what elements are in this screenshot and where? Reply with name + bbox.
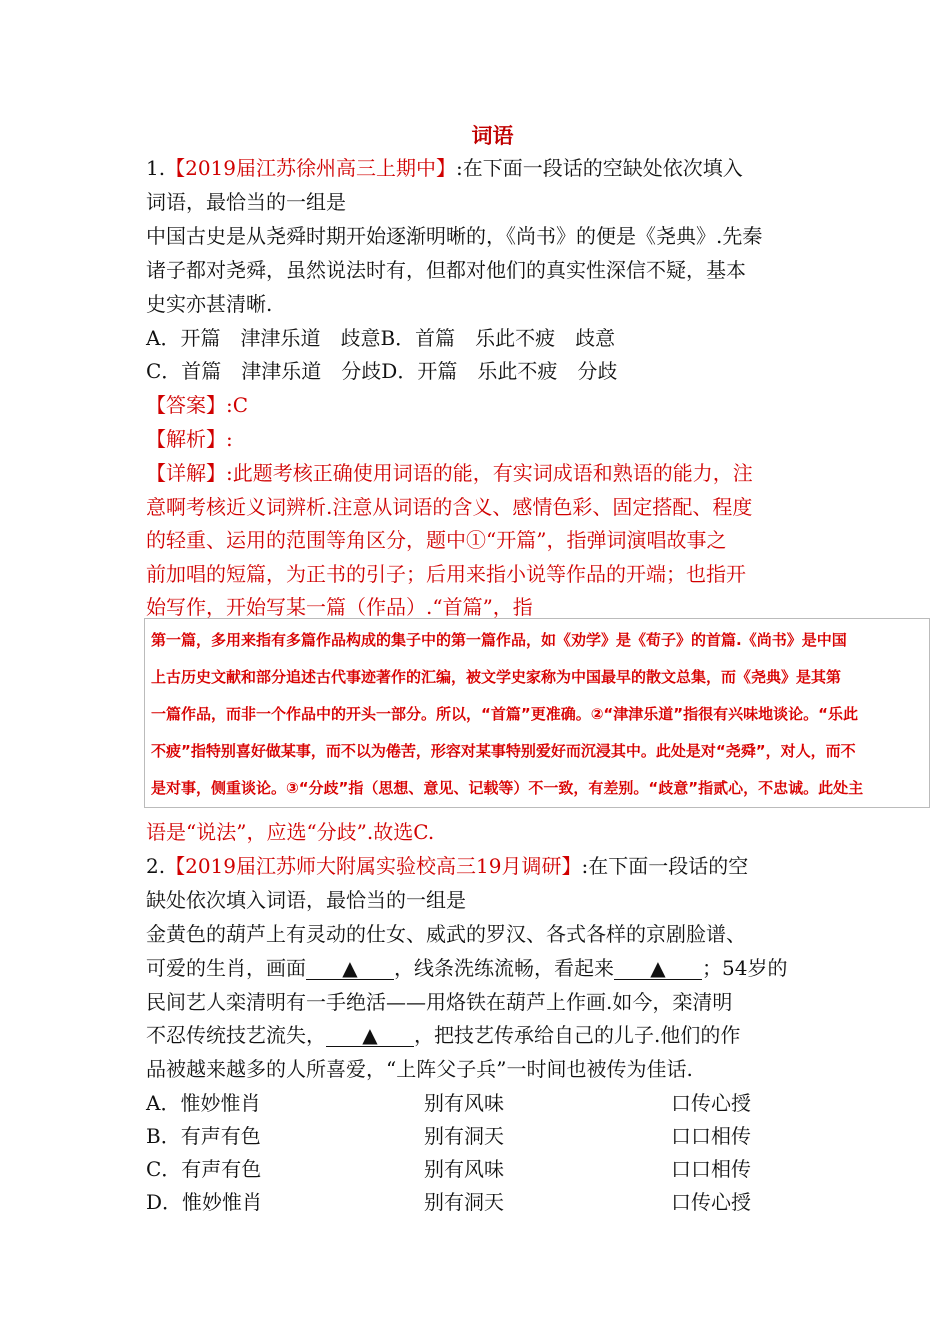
q1-stem-2: 词语，最恰当的一组是 xyxy=(146,190,346,214)
q2-number: 2. xyxy=(146,854,166,878)
q1-detail-line: 前加唱的短篇，为正书的引子；后用来指小说等作品的开端；也指开 xyxy=(146,562,746,586)
q2-option-d-b: 别有洞天 xyxy=(424,1190,504,1214)
q1-detail-line: 【详解】:此题考核正确使用词语的能，有实词成语和熟语的能力，注 xyxy=(146,461,753,485)
q1-answer: 【答案】:C xyxy=(146,393,249,417)
box-line: 不疲”指特别喜好做某事，而不以为倦苦，形容对某事特别爱好而沉浸其中。此处是对“尧舜”，对人，而不 xyxy=(151,742,856,760)
q2-option-c-label: C．有声有色 xyxy=(146,1157,262,1181)
q2-option-a-b: 别有风味 xyxy=(424,1091,504,1115)
box-line: 一篇作品，而非一个作品中的开头一部分。所以，“首篇”更准确。②“津津乐道”指很有兴味地谈论。“乐此 xyxy=(151,705,858,723)
q1-detail-line: 的轻重、运用的范围等角区分，题中①“开篇”，指弹词演唱故事之 xyxy=(146,528,727,552)
q2-option-c-c: 口口相传 xyxy=(671,1157,751,1181)
q2-option-c-b: 别有风味 xyxy=(424,1157,504,1181)
q2-blank-3: ▲ xyxy=(326,1024,414,1047)
q2-passage-line: 民间艺人栾清明有一手绝活——用烙铁在葫芦上作画.如今，栾清明 xyxy=(146,990,733,1014)
q2-stem-1: :在下面一段话的空 xyxy=(581,854,749,878)
q1-option-line: C．首篇 津津乐道 分歧D．开篇 乐此不疲 分歧 xyxy=(146,359,618,383)
q2-passage-text: ，把技艺传承给自己的儿子.他们的作 xyxy=(414,1023,741,1047)
q1-passage-line: 中国古史是从尧舜时期开始逐渐明晰的，《尚书》的便是《尧典》.先秦 xyxy=(146,224,763,248)
q2-option-b-label: B．有声有色 xyxy=(146,1124,261,1148)
q1-passage-line: 诸子都对尧舜，虽然说法时有，但都对他们的真实性深信不疑，基本 xyxy=(146,258,746,282)
q1-analysis-label: 【解析】: xyxy=(146,427,233,451)
q2-header xyxy=(146,852,748,880)
box-line: 是对事，侧重谈论。③“分歧”指（思想、意见、记载等）不一致，有差别。“歧意”指贰心，不忠诚。此处主 xyxy=(151,779,864,797)
q1-source: 【2019届江苏徐州高三上期中】 xyxy=(165,156,456,180)
q2-passage-text: 不忍传统技艺流失， xyxy=(146,1023,326,1047)
q2-passage-line: 金黄色的葫芦上有灵动的仕女、威武的罗汉、各式各样的京剧脸谱、 xyxy=(146,922,746,946)
q1-conclusion: 语是“说法”，应选“分歧”.故选C. xyxy=(146,820,435,844)
q1-number: 1. xyxy=(146,156,166,180)
q2-option-d-c: 口传心授 xyxy=(671,1190,751,1214)
q2-passage-text: 可爱的生肖，画面 xyxy=(146,956,306,980)
page-title: 词语 xyxy=(471,123,514,148)
q1-stem-1: :在下面一段话的空缺处依次填入 xyxy=(456,156,743,180)
q2-blank-1: ▲ xyxy=(306,957,394,980)
q2-option-b-b: 别有洞天 xyxy=(424,1124,504,1148)
q2-option-a-c: 口传心授 xyxy=(671,1091,751,1115)
q2-option-d-label: D．惟妙惟肖 xyxy=(146,1190,263,1214)
q2-passage-line xyxy=(146,1021,740,1049)
q2-option-a-label: A．惟妙惟肖 xyxy=(146,1091,261,1115)
q2-passage-line xyxy=(146,954,787,982)
box-line: 第一篇，多用来指有多篇作品构成的集子中的第一篇作品，如《劝学》是《荀子》的首篇.《尚书》是中国 xyxy=(151,631,847,649)
q2-option-b-c: 口口相传 xyxy=(671,1124,751,1148)
q1-passage-line: 史实亦甚清晰. xyxy=(146,292,273,316)
q1-detail-line: 始写作，开始写某一篇（作品）.“首篇”，指 xyxy=(146,595,533,619)
q2-source: 【2019届江苏师大附属实验校高三19月调研】 xyxy=(165,854,582,878)
box-line: 上古历史文献和部分追述古代事迹著作的汇编，被文学史家称为中国最早的散文总集，而《尧典》是其第 xyxy=(151,668,842,686)
q1-explanation-box xyxy=(144,618,930,808)
q1-detail-line: 意啊考核近义词辨析.注意从词语的含义、感情色彩、固定搭配、程度 xyxy=(146,495,753,519)
q1-header xyxy=(146,154,743,182)
q2-stem-2: 缺处依次填入词语，最恰当的一组是 xyxy=(146,888,466,912)
q2-passage-line: 品被越来越多的人所喜爱，“上阵父子兵”一时间也被传为佳话. xyxy=(146,1057,693,1081)
q2-blank-2: ▲ xyxy=(614,957,702,980)
q2-passage-text: ，线条洗练流畅，看起来 xyxy=(394,956,614,980)
q1-option-line: A．开篇 津津乐道 歧意B．首篇 乐此不疲 歧意 xyxy=(146,326,616,350)
q2-passage-text: ；54岁的 xyxy=(702,956,788,980)
